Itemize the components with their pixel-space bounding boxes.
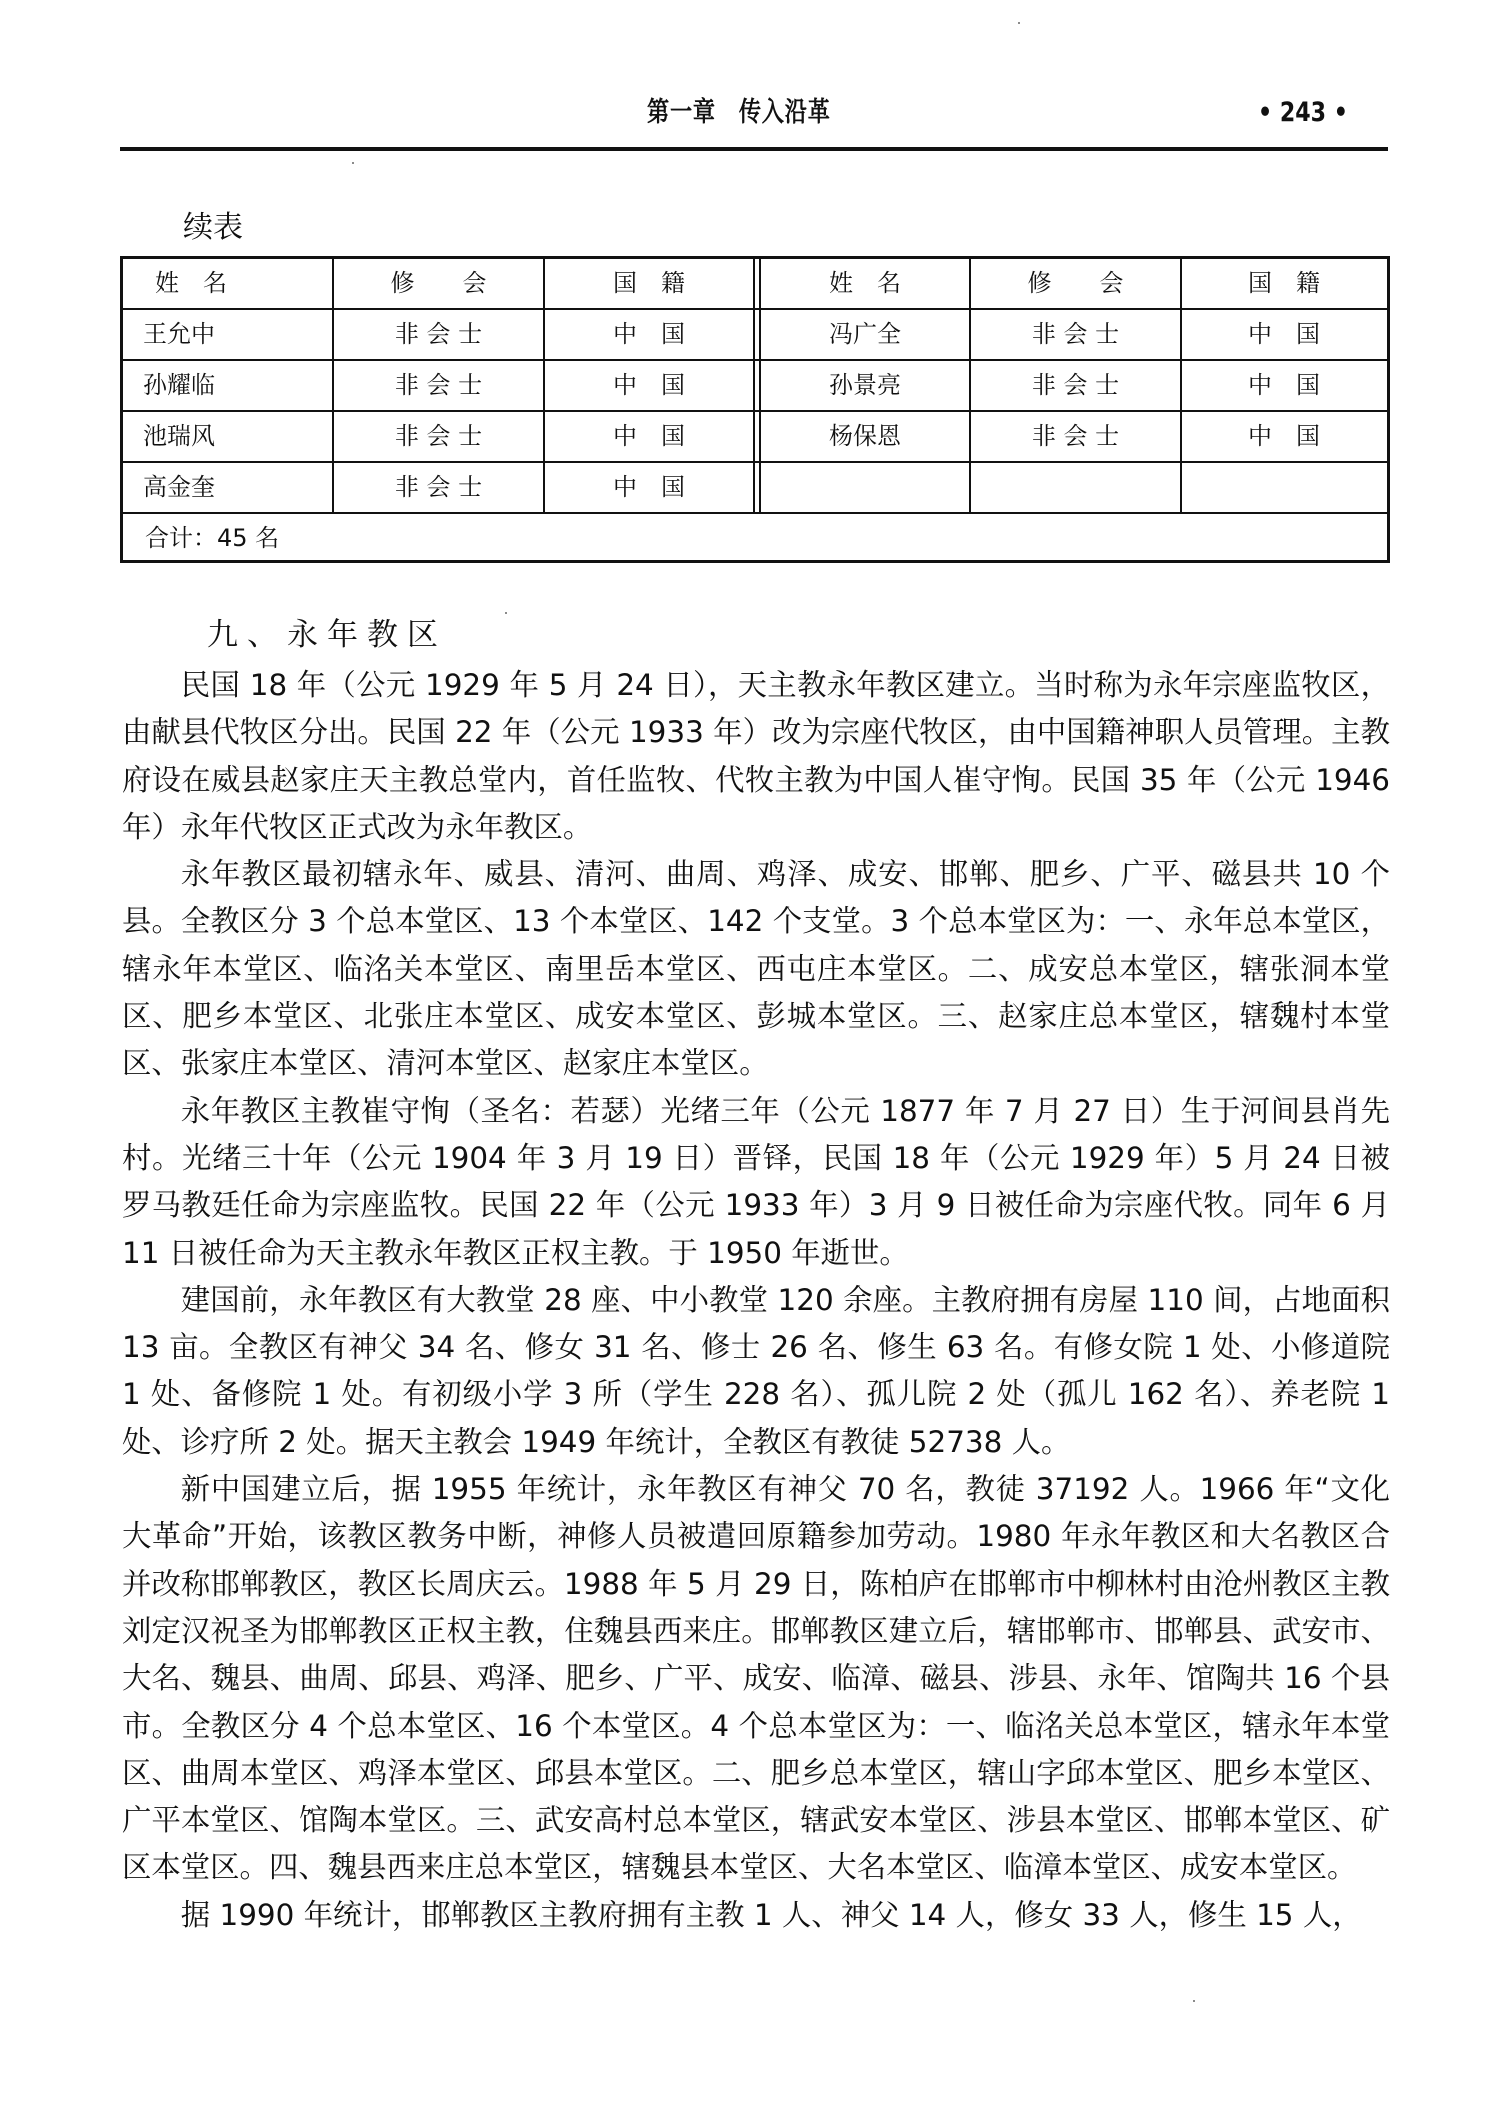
scan-speck	[505, 612, 507, 614]
paragraph: 永年教区最初辖永年、威县、清河、曲周、鸡泽、成安、邯郸、肥乡、广平、磁县共 10 个县。全教区分 3 个总本堂区、13 个本堂区、142 个支堂。3 个总本堂区为：一、永年总本堂区，辖永年本堂区、临洺关本堂区、南里岳本堂区、西屯庄本堂区。二、成安总本堂区，辖张洞本堂区、肥乡本堂区、北张庄本堂区、成安本堂区、彭城本堂区。三、赵家庄总本堂区，辖魏村本堂区、张家庄本堂区、清河本堂区、赵家庄本堂区。	[122, 857, 1390, 1081]
column-header-order-left: 修 会	[390, 269, 487, 297]
column-header-name-right: 姓 名	[829, 269, 901, 297]
member-name: 冯广全	[829, 320, 901, 348]
section-heading: 九、永年教区	[207, 617, 447, 653]
paragraph: 民国 18 年（公元 1929 年 5 月 24 日），天主教永年教区建立。当时称为永年宗座监牧区，由献县代牧区分出。民国 22 年（公元 1933 年）改为宗座代牧区，由中国籍神职人员管理。主教府设在威县赵家庄天主教总堂内，首任监牧、代牧主教为中国人崔守恂。民国 35 年（公元 1946 年）永年代牧区正式改为永年教区。	[122, 668, 1390, 844]
column-header-nationality-right: 国 籍	[1248, 269, 1320, 297]
column-divider-double-b	[759, 259, 761, 512]
member-name: 高金奎	[143, 473, 215, 501]
table-caption: 续表	[183, 210, 243, 245]
member-order: 非 会 士	[394, 422, 483, 450]
member-order: 非 会 士	[394, 371, 483, 399]
member-order: 非 会 士	[394, 473, 483, 501]
column-header-order-right: 修 会	[1027, 269, 1124, 297]
member-nationality: 中 国	[613, 371, 685, 399]
member-name: 孙耀临	[143, 371, 215, 399]
member-order: 非 会 士	[1031, 422, 1120, 450]
table-row	[123, 412, 1387, 463]
member-name: 孙景亮	[829, 371, 901, 399]
member-name: 池瑞风	[143, 422, 215, 450]
scan-speck	[1193, 2000, 1195, 2002]
column-divider	[332, 259, 334, 512]
column-header-name-left: 姓 名	[155, 269, 227, 297]
header-rule	[120, 147, 1388, 151]
body-text	[122, 662, 1390, 1939]
member-nationality: 中 国	[1248, 422, 1320, 450]
member-nationality: 中 国	[613, 422, 685, 450]
member-nationality: 中 国	[1248, 320, 1320, 348]
member-name: 杨保恩	[829, 422, 901, 450]
scan-speck	[1018, 22, 1020, 24]
member-order: 非 会 士	[1031, 371, 1120, 399]
empty-cell	[760, 463, 970, 512]
member-nationality: 中 国	[613, 473, 685, 501]
member-name: 王允中	[143, 320, 215, 348]
member-nationality: 中 国	[613, 320, 685, 348]
table-row	[123, 310, 1387, 361]
column-divider	[1180, 259, 1182, 512]
empty-cell	[970, 463, 1181, 512]
table-total: 合计：45 名	[145, 524, 280, 552]
empty-cell	[1181, 463, 1387, 512]
member-order: 非 会 士	[394, 320, 483, 348]
column-divider	[969, 259, 971, 512]
table-row	[123, 463, 1387, 514]
page-number: • 243 •	[1258, 97, 1348, 128]
table-header-row	[123, 259, 1387, 310]
paragraph: 永年教区主教崔守恂（圣名：若瑟）光绪三年（公元 1877 年 7 月 27 日）生于河间县肖先村。光绪三十年（公元 1904 年 3 月 19 日）晋铎，民国 18 年（公元 1929 年）5 月 24 日被罗马教廷任命为宗座监牧。民国 22 年（公元 1933 年）3 月 9 日被任命为宗座代牧。同年 6 月 11 日被任命为天主教永年教区正权主教。于 1950 年逝世。	[122, 1093, 1390, 1270]
paragraph: 新中国建立后，据 1955 年统计，永年教区有神父 70 名，教徒 37192 人。1966 年“文化大革命”开始，该教区教务中断，神修人员被遣回原籍参加劳动。1980 年永年教区和大名教区合并改称邯郸教区，教区长周庆云。1988 年 5 月 29 日，陈柏庐在邯郸市中柳林村由沧州教区主教刘定汉祝圣为邯郸教区正权主教，住魏县西来庄。邯郸教区建立后，辖邯郸市、邯郸县、武安市、大名、魏县、曲周、邱县、鸡泽、肥乡、广平、成安、临漳、磁县、涉县、永年、馆陶共 16 个县市。全教区分 4 个总本堂区、16 个本堂区。4 个总本堂区为：一、临洺关总本堂区，辖永年本堂区、曲周本堂区、鸡泽本堂区、邱县本堂区。二、肥乡总本堂区，辖山字邱本堂区、肥乡本堂区、广平本堂区、馆陶本堂区。三、武安高村总本堂区，辖武安本堂区、涉县本堂区、邯郸本堂区、矿区本堂区。四、魏县西来庄总本堂区，辖魏县本堂区、大名本堂区、临漳本堂区、成安本堂区。	[122, 1472, 1390, 1885]
column-header-nationality-left: 国 籍	[613, 269, 685, 297]
scan-speck	[352, 162, 354, 164]
running-header-title: 第一章 传入沿革	[647, 97, 831, 128]
member-order: 非 会 士	[1031, 320, 1120, 348]
paragraph: 据 1990 年统计，邯郸教区主教府拥有主教 1 人、神父 14 人，修女 33 人，修生 15 人，	[180, 1897, 1362, 1932]
paragraph: 建国前，永年教区有大教堂 28 座、中小教堂 120 余座。主教府拥有房屋 110 间，占地面积 13 亩。全教区有神父 34 名、修女 31 名、修士 26 名、修生 63 名。有修女院 1 处、小修道院 1 处、备修院 1 处。有初级小学 3 所（学生 228 名）、孤儿院 2 处（孤儿 162 名）、养老院 1 处、诊疗所 2 处。据天主教会 1949 年统计，全教区有教徒 52738 人。	[122, 1282, 1390, 1459]
table-row	[123, 361, 1387, 412]
column-divider	[543, 259, 545, 512]
column-divider-double-a	[753, 259, 755, 512]
member-nationality: 中 国	[1248, 371, 1320, 399]
members-table	[120, 256, 1390, 563]
